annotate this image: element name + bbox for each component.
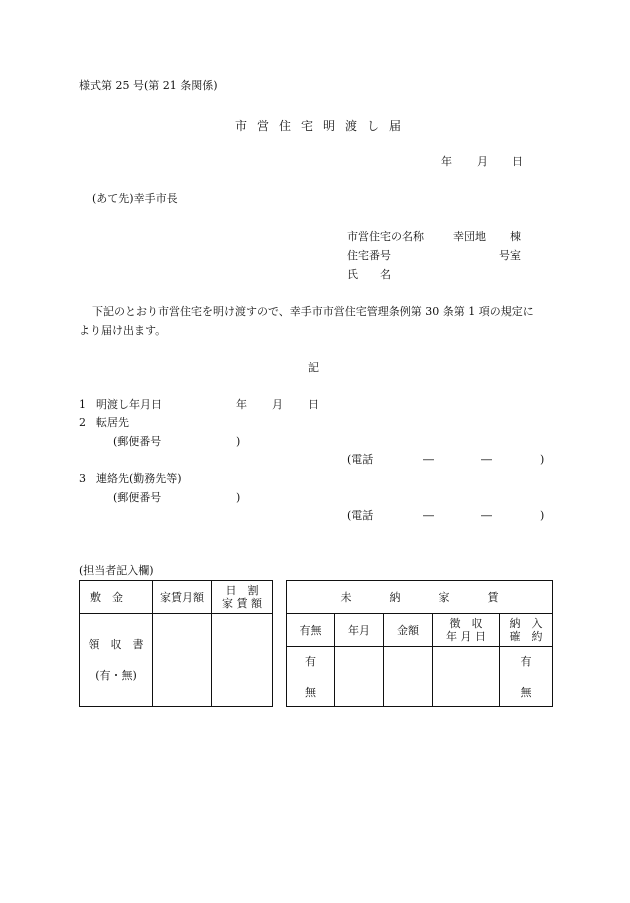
addressee: (あて先)幸手市長 xyxy=(92,192,178,205)
staff-section-label: (担当者記入欄) xyxy=(79,564,154,577)
collection-date-header xyxy=(433,614,500,647)
receipt-label: 領 収 書 xyxy=(88,638,144,651)
item3-phone-close: ) xyxy=(540,509,545,522)
receipt-cell xyxy=(80,614,153,707)
document-title: 市営住宅明渡し届 xyxy=(235,119,412,133)
staff-table xyxy=(79,580,273,707)
form-number: 様式第 25 号(第 21 条関係) xyxy=(79,79,218,92)
item2-phone-close: ) xyxy=(540,453,545,466)
monthly-rent-header: 家賃月額 xyxy=(153,581,212,614)
date-day: 日 xyxy=(512,155,523,168)
item3-postal-close: ) xyxy=(236,491,241,504)
payment-promise-header xyxy=(500,614,553,647)
housing-name-suffix-danchi: 幸団地 xyxy=(453,230,486,243)
presence-yes: 有 xyxy=(305,654,316,668)
date-month: 月 xyxy=(477,155,488,168)
unit-number-suffix: 号室 xyxy=(499,249,521,262)
item1-day: 日 xyxy=(308,398,319,411)
item2-phone-dash2: ― xyxy=(481,453,492,466)
amount-cell xyxy=(384,647,433,707)
item2-postal-open: (郵便番号 xyxy=(113,435,162,448)
item2-phone-open: (電話 xyxy=(347,453,374,466)
deposit-header-text: 敷 金 xyxy=(90,590,123,604)
item2-postal-close: ) xyxy=(236,435,241,448)
item1-number: 1 xyxy=(79,398,86,411)
date-year: 年 xyxy=(441,155,452,168)
item3-number: 3 xyxy=(79,472,86,485)
body-text-line1: 下記のとおり市営住宅を明け渡すので、幸手市市営住宅管理条例第 30 条第 1 項の規定に xyxy=(92,305,534,318)
item3-phone-open: (電話 xyxy=(347,509,374,522)
body-text-line2: より届け出ます。 xyxy=(79,324,167,337)
item3-phone-dash1: ― xyxy=(423,509,434,522)
presence-header: 有無 xyxy=(287,614,335,647)
item2-label: 転居先 xyxy=(96,416,129,429)
payment-promise-cell xyxy=(500,647,553,707)
item3-phone-dash2: ― xyxy=(481,509,492,522)
ki-heading: 記 xyxy=(308,361,319,374)
unpaid-rent-title xyxy=(287,581,553,614)
collection-line1: 徴 収 xyxy=(449,617,483,630)
item1-label: 明渡し年月日 xyxy=(96,398,162,411)
receipt-presence: (有・無) xyxy=(95,669,137,682)
daily-rent-header xyxy=(212,581,273,614)
year-month-header: 年月 xyxy=(335,614,384,647)
daily-rent-line1: 日 割 xyxy=(225,584,259,597)
unit-number-label: 住宅番号 xyxy=(347,249,391,262)
unpaid-rent-title-text: 未納家賃 xyxy=(340,590,537,604)
applicant-name-label: 氏 名 xyxy=(347,268,391,281)
payment-line2: 確 約 xyxy=(509,630,543,643)
amount-header: 金額 xyxy=(384,614,433,647)
item2-number: 2 xyxy=(79,416,86,429)
deposit-header xyxy=(80,581,153,614)
monthly-rent-value xyxy=(153,614,212,707)
year-month-cell xyxy=(335,647,384,707)
housing-name-label: 市営住宅の名称 xyxy=(347,230,424,243)
collection-date-cell xyxy=(433,647,500,707)
item3-label: 連絡先(勤務先等) xyxy=(96,472,182,485)
item2-phone-dash1: ― xyxy=(423,453,434,466)
presence-cell xyxy=(287,647,335,707)
promise-no: 無 xyxy=(520,685,532,699)
unpaid-rent-table xyxy=(286,580,553,707)
collection-line2: 年 月 日 xyxy=(446,630,486,643)
item1-year: 年 xyxy=(236,398,247,411)
payment-line1: 納 入 xyxy=(509,617,543,630)
item3-postal-open: (郵便番号 xyxy=(113,491,162,504)
presence-no: 無 xyxy=(305,685,316,699)
daily-rent-value xyxy=(212,614,273,707)
housing-name-suffix-building: 棟 xyxy=(510,230,521,243)
promise-yes: 有 xyxy=(520,654,532,668)
item1-month: 月 xyxy=(272,398,283,411)
daily-rent-line2: 家 賃 額 xyxy=(222,597,262,610)
